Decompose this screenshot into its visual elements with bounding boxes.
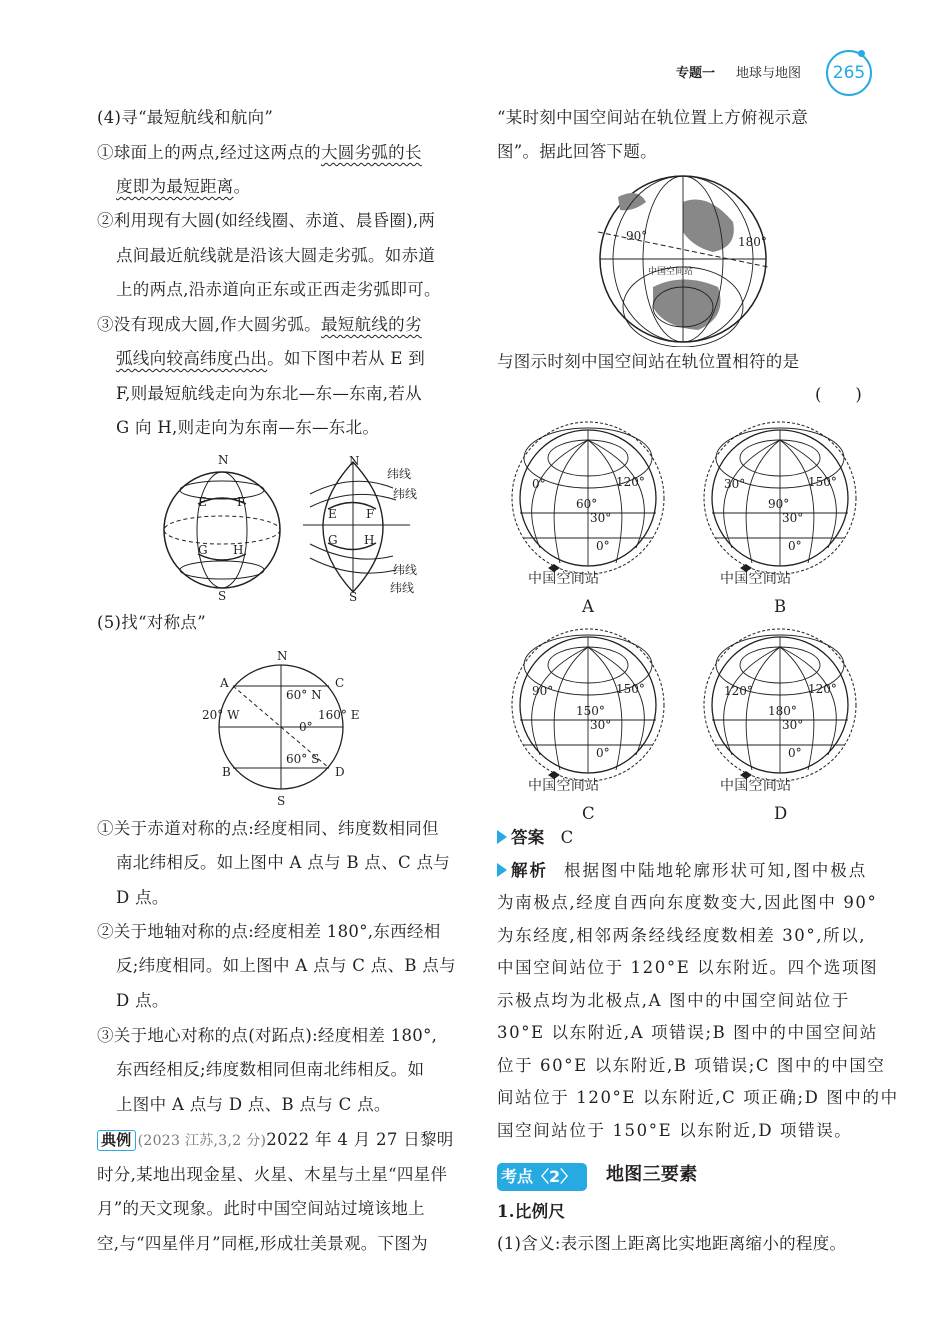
text-line-text: ③关于地心对称的点(对跖点):经度相差 180°, (97, 1026, 438, 1045)
key-point-title-text: 地图三要素 (606, 1164, 698, 1185)
text-line-text: 度即为最短距离 (116, 177, 234, 196)
text-line-text: D 点。 (116, 991, 169, 1010)
text-line (497, 107, 808, 129)
question-line-text: 与图示时刻中国空间站在轨位置相符的是 (497, 352, 800, 371)
text-line-text: 大圆劣弧的长 (320, 143, 422, 162)
analysis-line (497, 925, 866, 947)
text-line-text: 点间最近航线就是沿该大圆走劣弧。如赤道 (116, 246, 436, 265)
label-n: N (349, 454, 360, 468)
latitude-label: 纬线 (393, 487, 418, 501)
analysis-line (497, 1087, 899, 1109)
heading-symmetric-points-text: (5)找“对称点” (97, 613, 206, 632)
station-label: 中国空间站 (528, 571, 600, 587)
text-line (97, 210, 435, 232)
label-0: 0° (299, 720, 313, 734)
label-f: F (366, 507, 375, 521)
key-point-badge: 考点〈2〉 (497, 1163, 587, 1191)
space-station-south-pole-globe (598, 172, 768, 347)
latitude-label: 纬线 (387, 467, 412, 481)
analysis-line-text: 示极点均为北极点,A 图中的中国空间站位于 (497, 991, 851, 1010)
label-f: F (237, 495, 246, 509)
text-line-text: ②利用现有大圆(如经线圈、赤道、晨昏圈),两 (97, 211, 436, 230)
text-line-text: 南北纬相反。如上图中 A 点与 B 点、C 点与 (116, 853, 451, 872)
north-pole-globe (510, 418, 670, 588)
label-n: N (218, 453, 229, 467)
header-topic: 专题一 (676, 66, 716, 81)
label-e: E (198, 495, 207, 509)
text-line-text: 。 (233, 177, 251, 196)
latitude-label: 纬线 (390, 581, 415, 595)
text-line-text: ①球面上的两点,经过这两点的 (97, 143, 321, 162)
answer-line (497, 827, 574, 849)
text-line-text: 弧线向较高纬度凸出 (116, 349, 268, 368)
text-line (116, 176, 250, 198)
longitude-left: 90° (532, 684, 554, 698)
label-a: A (220, 676, 229, 690)
symmetric-points-diagram (198, 645, 368, 810)
label-b: B (222, 765, 231, 779)
section-heading-text: 1.比例尺 (497, 1202, 566, 1221)
analysis-line (497, 1022, 878, 1044)
latitude-0: 0° (596, 539, 610, 553)
text-line-text: 上图中 A 点与 D 点、B 点与 C 点。 (116, 1095, 391, 1114)
latitude-30: 30° (590, 511, 612, 525)
longitude-mid: 150° (576, 704, 605, 718)
header-title: 地球与地图 (736, 66, 802, 81)
example-line (97, 1129, 454, 1152)
option-a[interactable] (510, 418, 670, 623)
label-90: 90° (626, 229, 648, 243)
label-e: E (328, 507, 337, 521)
option-d[interactable] (702, 625, 862, 830)
analysis-line-text: 国空间站位于 150°E 以东附近,D 项错误。 (497, 1121, 853, 1140)
label-180: 180° (738, 235, 767, 249)
longitude-mid: 90° (768, 497, 790, 511)
text-line-text: 图”。据此回答下题。 (497, 142, 657, 161)
analysis-line-text: 根据图中陆地轮廓形状可知,图中极点 (564, 861, 868, 880)
shortest-route-lens-diagram (298, 452, 438, 602)
label-h: H (233, 543, 244, 557)
text-line (116, 245, 435, 267)
text-line-text: 最短航线的劣 (320, 315, 422, 334)
latitude-30: 30° (590, 718, 612, 732)
key-point-number: 2 (549, 1167, 561, 1186)
text-line-text: 东西经相反;纬度数相同但南北纬相反。如 (116, 1060, 425, 1079)
text-line-text: 空,与“四星伴月”同框,形成壮美景观。下图为 (97, 1234, 428, 1253)
answer-line-text: C (560, 828, 574, 847)
label-g: G (198, 543, 208, 557)
analysis-line-text: 30°E 以东附近,A 项错误;B 图中的中国空间站 (497, 1023, 878, 1042)
latitude-0: 0° (788, 539, 802, 553)
text-line (116, 1094, 391, 1116)
text-line (497, 1233, 846, 1255)
label-g: G (328, 533, 338, 547)
text-line (97, 1025, 437, 1047)
label-d: D (335, 765, 345, 779)
analysis-line-text: 中国空间站位于 120°E 以东附近。四个选项图 (497, 958, 879, 977)
example-source: (2023 江苏,3,2 分) (137, 1133, 267, 1149)
text-line (116, 990, 169, 1012)
text-line (97, 1198, 425, 1220)
shortest-route-globe-diagram (155, 452, 290, 604)
analysis-line-text: 解析 (511, 861, 548, 880)
label-s: S (349, 590, 358, 602)
longitude-mid: 180° (768, 704, 797, 718)
answer-paren (815, 384, 862, 406)
longitude-left: 30° (724, 477, 746, 491)
text-line (97, 314, 422, 336)
text-line (97, 1233, 428, 1255)
text-line-text: G 向 H,则走向为东南—东—东北。 (116, 418, 380, 437)
example-tag: 典例 (97, 1130, 136, 1151)
analysis-line (497, 860, 867, 882)
latitude-30: 30° (782, 511, 804, 525)
analysis-line-text: 为南极点,经度自西向东度数变大,因此图中 90° (497, 893, 878, 912)
text-line-text: 反;纬度相同。如上图中 A 点与 C 点、B 点与 (116, 956, 456, 975)
latitude-0: 0° (596, 746, 610, 760)
label-60s: 60° S (286, 752, 320, 766)
text-line (97, 142, 422, 164)
option-c[interactable] (510, 625, 670, 830)
label-n: N (277, 649, 288, 663)
text-line-text: ①关于赤道对称的点:经度相同、纬度数相同但 (97, 819, 439, 838)
analysis-line-text: 位于 60°E 以东附近,B 项错误;C 图中的中国空 (497, 1056, 886, 1075)
text-line (116, 1059, 424, 1081)
analysis-line-text: 间站位于 120°E 以东附近,C 项正确;D 图中的中 (497, 1088, 899, 1107)
key-point-label: 考点 (501, 1167, 534, 1186)
text-line-text: 月”的天文现象。此时中国空间站过境该地上 (97, 1199, 425, 1218)
option-letter: C (582, 804, 595, 823)
text-line (116, 279, 441, 301)
text-line-text: 时分,某地出现金星、火星、木星与土星“四星伴 (97, 1165, 448, 1184)
text-line (497, 141, 657, 163)
latitude-label: 纬线 (393, 563, 418, 577)
section-heading (497, 1201, 565, 1223)
station-label: 中国空间站 (648, 267, 694, 277)
answer-paren-text: ( ) (815, 385, 863, 404)
text-line-text: D 点。 (116, 888, 169, 907)
north-pole-globe (702, 418, 862, 588)
text-line-text: F,则最短航线走向为东北—东—东南,若从 (116, 384, 422, 403)
option-letter: B (774, 597, 787, 616)
analysis-line (497, 990, 850, 1012)
analysis-line-text: 为东经度,相邻两条经线经度数相差 30°,所以, (497, 926, 867, 945)
station-label: 中国空间站 (720, 571, 792, 587)
text-line (116, 348, 425, 370)
heading-shortest-route (97, 107, 273, 129)
option-letter: A (582, 597, 595, 616)
text-line (116, 852, 450, 874)
north-pole-globe (702, 625, 862, 795)
label-s: S (218, 589, 227, 603)
key-point-title (606, 1164, 698, 1186)
north-pole-globe (510, 625, 670, 795)
example-line-text: 2022 年 4 月 27 日黎明 (266, 1130, 454, 1149)
option-b[interactable] (702, 418, 862, 623)
label-60n: 60° N (286, 688, 322, 702)
question-line (497, 351, 799, 373)
answer-line-text: 答案 (511, 828, 545, 847)
label-s: S (277, 794, 286, 808)
analysis-line (497, 1055, 886, 1077)
text-line (97, 1164, 447, 1186)
longitude-right: 150° (808, 475, 837, 489)
text-line-text: ③没有现成大圆,作大圆劣弧。 (97, 315, 321, 334)
option-letter: D (774, 804, 788, 823)
label-20w: 20° W (202, 708, 240, 722)
analysis-line (497, 892, 877, 914)
page-dot (858, 50, 865, 57)
latitude-0: 0° (788, 746, 802, 760)
page-number: 265 (826, 50, 872, 96)
text-line (116, 887, 169, 909)
text-line (97, 818, 439, 840)
text-line (97, 921, 441, 943)
longitude-left: 0° (532, 477, 546, 491)
analysis-line (497, 1120, 852, 1142)
analysis-line (497, 957, 878, 979)
longitude-right: 150° (616, 682, 645, 696)
text-line-text: (1)含义:表示图上距离比实地距离缩小的程度。 (497, 1234, 847, 1253)
longitude-left: 120° (724, 684, 753, 698)
label-160e: 160° E (318, 708, 360, 722)
latitude-30: 30° (782, 718, 804, 732)
text-line (116, 955, 456, 977)
text-line (116, 417, 379, 439)
heading-shortest-route-text: (4)寻“最短航线和航向” (97, 108, 274, 127)
label-h: H (364, 533, 375, 547)
station-label: 中国空间站 (528, 778, 600, 794)
longitude-right: 120° (616, 475, 645, 489)
text-line-text: ②关于地轴对称的点:经度相差 180°,东西经相 (97, 922, 441, 941)
text-line (116, 383, 422, 405)
station-label: 中国空间站 (720, 778, 792, 794)
text-line-text: 上的两点,沿赤道向正东或正西走劣弧即可。 (116, 280, 441, 299)
text-line-text: “某时刻中国空间站在轨位置上方俯视示意 (497, 108, 809, 127)
longitude-right: 120° (808, 682, 837, 696)
text-line-text: 。如下图中若从 E 到 (267, 349, 426, 368)
longitude-mid: 60° (576, 497, 598, 511)
heading-symmetric-points (97, 612, 206, 634)
label-c: C (335, 676, 345, 690)
